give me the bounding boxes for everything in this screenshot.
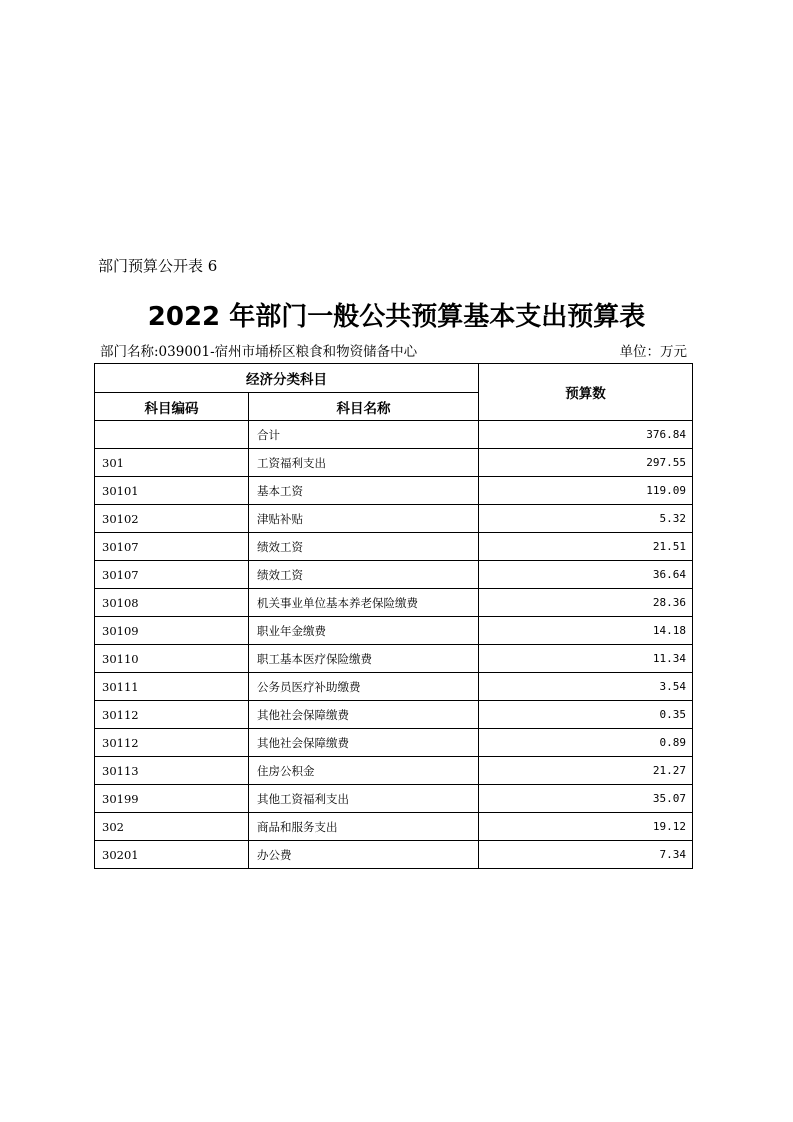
subject-code-cell: 30201 [95, 841, 249, 869]
subject-name-cell: 其他工资福利支出 [249, 785, 479, 813]
table-row [95, 449, 693, 477]
budget-amount-cell: 35.07 [479, 785, 693, 813]
page-title: 2022 年部门一般公共预算基本支出预算表 [147, 302, 646, 332]
subject-name-cell: 基本工资 [249, 477, 479, 505]
subject-code-cell: 30107 [95, 561, 249, 589]
table-row [95, 841, 693, 869]
subject-name-cell: 合计 [249, 421, 479, 449]
subject-code-cell: 30112 [95, 729, 249, 757]
table-row [95, 589, 693, 617]
subject-name-cell: 其他社会保障缴费 [249, 701, 479, 729]
table-row [95, 561, 693, 589]
subject-code-cell: 30108 [95, 589, 249, 617]
subject-code-cell [95, 421, 249, 449]
table-row [95, 645, 693, 673]
budget-amount-cell: 21.51 [479, 533, 693, 561]
budget-amount-cell: 119.09 [479, 477, 693, 505]
budget-amount-cell: 297.55 [479, 449, 693, 477]
subject-name-cell: 工资福利支出 [249, 449, 479, 477]
subject-name-header: 科目名称 [249, 393, 479, 421]
budget-amount-cell: 3.54 [479, 673, 693, 701]
unit-label: 单位：万元 [619, 344, 687, 360]
table-row [95, 505, 693, 533]
table-header [95, 364, 693, 421]
budget-amount-cell: 0.35 [479, 701, 693, 729]
budget-amount-cell: 7.34 [479, 841, 693, 869]
subject-name-cell: 办公费 [249, 841, 479, 869]
budget-amount-cell: 11.34 [479, 645, 693, 673]
subject-name-cell: 住房公积金 [249, 757, 479, 785]
subject-name-cell: 机关事业单位基本养老保险缴费 [249, 589, 479, 617]
subject-name-cell: 商品和服务支出 [249, 813, 479, 841]
budget-amount-cell: 14.18 [479, 617, 693, 645]
subject-name-cell: 其他社会保障缴费 [249, 729, 479, 757]
subject-code-cell: 30199 [95, 785, 249, 813]
table-body [95, 421, 693, 869]
subject-name-cell: 津贴补贴 [249, 505, 479, 533]
subject-code-cell: 30101 [95, 477, 249, 505]
budget-table [94, 363, 693, 869]
subject-code-cell: 30112 [95, 701, 249, 729]
subject-code-header: 科目编码 [95, 393, 249, 421]
subject-code-cell: 301 [95, 449, 249, 477]
table-row [95, 673, 693, 701]
table-row [95, 617, 693, 645]
subject-name-cell: 职工基本医疗保险缴费 [249, 645, 479, 673]
subject-code-cell: 302 [95, 813, 249, 841]
department-name: 部门名称:039001-宿州市埇桥区粮食和物资储备中心 [100, 344, 418, 360]
budget-amount-cell: 21.27 [479, 757, 693, 785]
budget-amount-cell: 28.36 [479, 589, 693, 617]
subject-code-cell: 30113 [95, 757, 249, 785]
table-row [95, 477, 693, 505]
budget-amount-cell: 19.12 [479, 813, 693, 841]
budget-amount-header: 预算数 [479, 364, 693, 421]
economic-category-header: 经济分类科目 [95, 364, 479, 393]
subject-name-cell: 绩效工资 [249, 561, 479, 589]
table-number-label: 部门预算公开表 6 [98, 257, 218, 275]
table-row [95, 421, 693, 449]
table-row [95, 813, 693, 841]
subject-code-cell: 30102 [95, 505, 249, 533]
table-row [95, 757, 693, 785]
table-row [95, 785, 693, 813]
table-row [95, 729, 693, 757]
budget-amount-cell: 36.64 [479, 561, 693, 589]
table-row [95, 533, 693, 561]
subject-code-cell: 30110 [95, 645, 249, 673]
subject-code-cell: 30109 [95, 617, 249, 645]
budget-amount-cell: 376.84 [479, 421, 693, 449]
budget-amount-cell: 0.89 [479, 729, 693, 757]
subject-name-cell: 职业年金缴费 [249, 617, 479, 645]
subject-name-cell: 绩效工资 [249, 533, 479, 561]
subject-code-cell: 30111 [95, 673, 249, 701]
budget-amount-cell: 5.32 [479, 505, 693, 533]
table-row [95, 701, 693, 729]
subject-code-cell: 30107 [95, 533, 249, 561]
subject-name-cell: 公务员医疗补助缴费 [249, 673, 479, 701]
